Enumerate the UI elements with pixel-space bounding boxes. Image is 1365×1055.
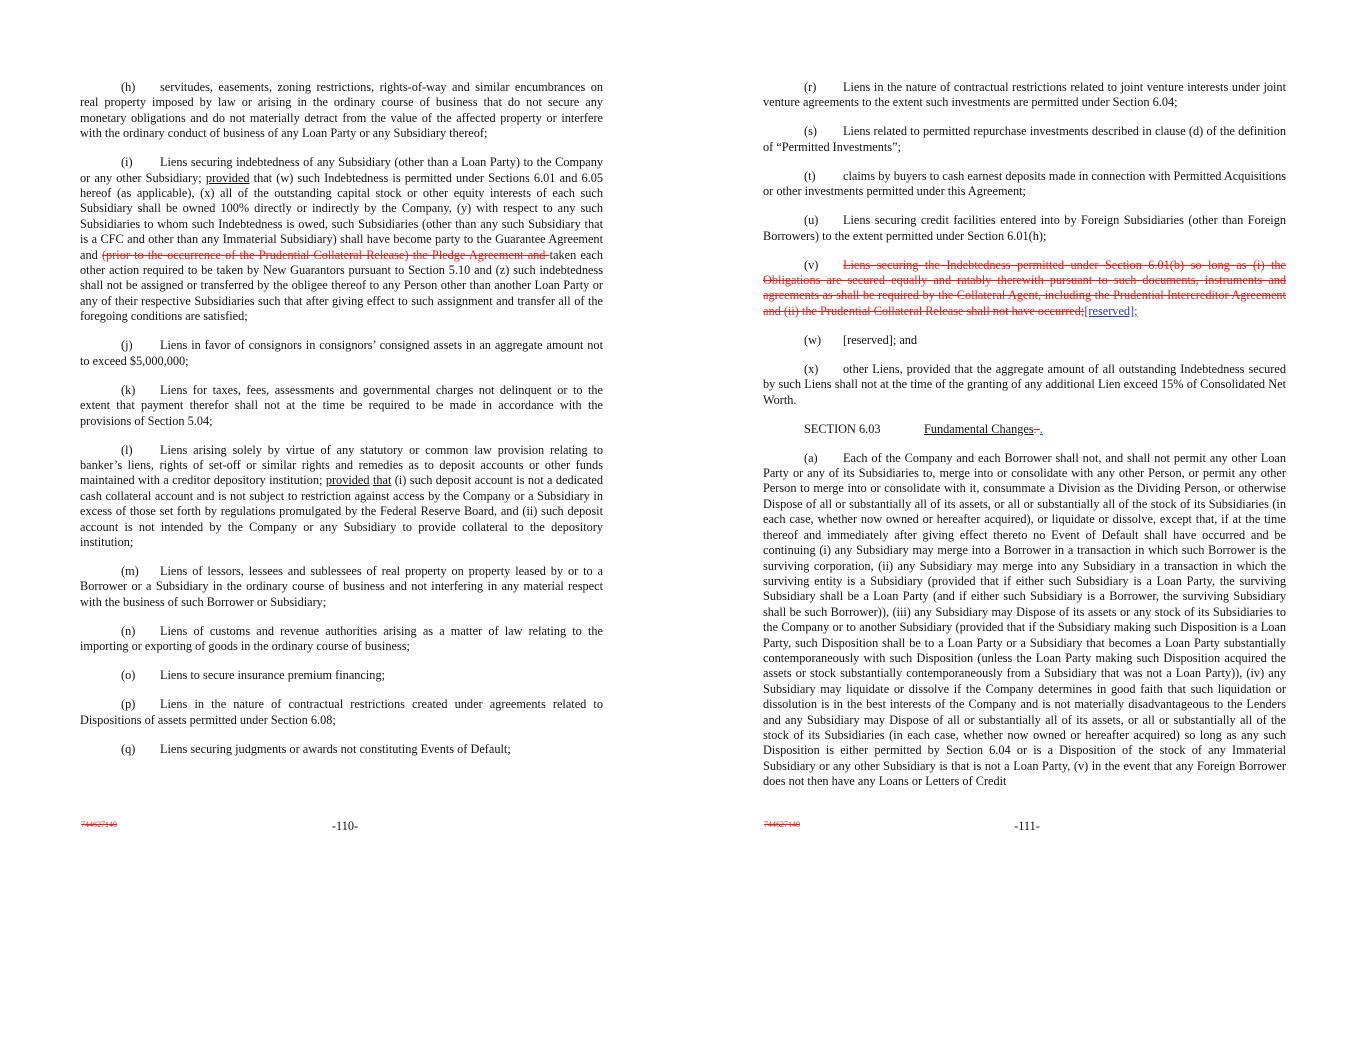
clause-paragraph xyxy=(80,80,603,142)
left-footer-doc-id: 744627140 xyxy=(81,820,117,829)
clause-label: (m) xyxy=(121,563,139,578)
clause-text: other Liens, provided that the aggregate amount of all outstanding Indebtedness secured by such Liens shall not at the time of the granting of any additional Lien exceed 15% of Consolidated Net Worth. xyxy=(763,361,1286,407)
left-page-paragraphs xyxy=(80,80,603,757)
clause-paragraph xyxy=(763,362,1286,408)
clause-text: Liens for taxes, fees, assessments and governmental charges not delinquent or to the extent that payment therefor shall not at the time be required to be made in accordance with the provisions of Section 5.04; xyxy=(80,382,603,428)
clause-paragraph xyxy=(763,124,1286,155)
clause-paragraph xyxy=(80,155,603,324)
clause-paragraph xyxy=(80,338,603,369)
clause-label: (h) xyxy=(121,80,136,94)
clause-text: Liens securing judgments or awards not constituting Events of Default; xyxy=(160,741,511,756)
clause-text: Liens of customs and revenue authorities arising as a matter of law relating to the importing or exporting of goods in the ordinary course of business; xyxy=(80,623,603,654)
left-page-number: -110- xyxy=(331,819,359,833)
clause-paragraph xyxy=(80,742,603,757)
clause-text: that (w) such Indebtedness is permitted under Sections 6.01 and 6.05 hereof (as applicable), (x) all of the outstanding capital stock or other equity interests of each such Subsidiary shall be owned 100% directly or indirectly by the Company, (y) with respect to any such Subsidiaries to whom such Indebtedness is owed, such Subsidiaries (other than any such Subsidiary that is a CFC and other than any Immaterial Subsidiary) shall have become party to the Guarantee Agreement and xyxy=(80,170,603,262)
clause-text: Liens securing credit facilities entered into by Foreign Subsidiaries (other than Foreign Borrowers) to the extent permitted under Section 6.01(h); xyxy=(763,213,1286,243)
right-page-paragraphs-after xyxy=(763,451,1286,790)
clause-paragraph xyxy=(80,668,603,683)
clause-paragraph xyxy=(763,80,1286,111)
underlined-text: provided xyxy=(325,473,370,488)
clause-paragraph xyxy=(763,451,1286,790)
right-page-paragraphs-before xyxy=(763,80,1286,408)
clause-paragraph xyxy=(763,258,1286,320)
section-title-deleted-punctuation: . xyxy=(1033,421,1040,436)
underlined-text: that xyxy=(372,473,392,488)
clause-label: (q) xyxy=(121,741,136,756)
clause-label: (k) xyxy=(121,382,136,397)
clause-text: (i) such deposit account is not a dedicated cash collateral account and is not subject to restriction against access by the Company or a Subsidiary in excess of those set forth by regulations promulgated by the Federal Reserve Board, and (ii) such deposit account is not intended by the Company or any Subsidiary to provide collateral to the depository institution; xyxy=(80,473,603,549)
clause-label: (v) xyxy=(804,257,819,272)
clause-label: (o) xyxy=(121,668,136,683)
clause-label: (i) xyxy=(121,155,133,170)
deleted-text: (prior to the occurrence of the Prudential Collateral Release) the Pledge Agreement and xyxy=(101,247,550,262)
clause-label: (u) xyxy=(804,213,819,228)
clause-paragraph xyxy=(763,333,1286,348)
clause-text: servitudes, easements, zoning restrictions, rights-of-way and similar encumbrances on real property imposed by law or arising in the ordinary course of business that do not secure any monetary obligations and do not materially detract from the value of the affected property or interfere with the ordinary conduct of business of any Loan Party or any Subsidiary thereof; xyxy=(80,80,603,141)
clause-label: (n) xyxy=(121,623,136,638)
clause-paragraph xyxy=(80,383,603,429)
clause-label: (w) xyxy=(804,332,822,347)
inserted-text: [reserved]; xyxy=(1084,303,1138,318)
section-title-inserted-punctuation: . xyxy=(1039,421,1043,436)
clause-text: claims by buyers to cash earnest deposits made in connection with Permitted Acquisitions or other investments permitted under this Agreement; xyxy=(763,168,1286,199)
clause-label: (x) xyxy=(804,361,819,376)
clause-label: (p) xyxy=(121,697,136,712)
clause-paragraph xyxy=(80,443,603,551)
section-number: SECTION 6.03 xyxy=(804,421,881,436)
clause-label: (r) xyxy=(804,80,817,94)
clause-text: Liens to secure insurance premium financing; xyxy=(160,668,386,683)
clause-paragraph xyxy=(80,564,603,610)
clause-paragraph xyxy=(80,697,603,728)
clause-text: taken each other action required to be taken by New Guarantors pursuant to Section 5.10 and (z) such indebtedness shall not be assigned or transferred by the obligee thereof to any Person other than another Loan Party or any of their respective Subsidiaries such that after giving effect to such assignment and transfer all of the foregoing conditions are satisfied; xyxy=(80,247,603,324)
clause-text: Liens in the nature of contractual restrictions related to joint venture interests under joint venture agreements to the extent such investments are permitted under Section 6.04; xyxy=(763,80,1286,110)
clause-label: (a) xyxy=(804,450,818,465)
clause-paragraph xyxy=(80,624,603,655)
clause-paragraph xyxy=(763,213,1286,244)
section-title: Fundamental Changes xyxy=(924,421,1034,436)
clause-label: (s) xyxy=(804,124,817,139)
clause-paragraph xyxy=(763,169,1286,200)
clause-text: Liens in the nature of contractual restrictions created under agreements related to Dispositions of assets permitted under Section 6.08; xyxy=(80,697,603,727)
clause-label: (l) xyxy=(121,442,133,457)
right-page-number: -111- xyxy=(1014,819,1040,833)
right-footer-doc-id: 744627140 xyxy=(764,820,800,829)
clause-text: Liens securing indebtedness of any Subsidiary (other than a Loan Party) to the Company or any other Subsidiary; xyxy=(80,155,603,185)
right-page xyxy=(763,80,1286,803)
clause-label: (t) xyxy=(804,168,816,183)
clause-text: Liens arising solely by virtue of any statutory or common law provision relating to banker’s liens, rights of set-off or similar rights and remedies as to deposit accounts or other funds maintained with a creditor depository institution; xyxy=(80,442,603,488)
underlined-text: provided xyxy=(205,170,250,185)
clause-label: (j) xyxy=(121,338,133,353)
section-heading xyxy=(763,422,1286,437)
left-page xyxy=(80,80,603,771)
clause-text: [reserved]; and xyxy=(843,332,918,347)
clause-text: Liens in favor of consignors in consignors’ consigned assets in an aggregate amount not to exceed $5,000,000; xyxy=(80,338,603,368)
clause-text: Each of the Company and each Borrower shall not, and shall not permit any other Loan Party or any of its Subsidiaries to, merge into or consolidate with any other Person, or permit any other Person to merge into or consolidate with it, consummate a Division as the Dividing Person, or otherwise Dispose of all or substantially all of its assets, or all or substantially all of the stock of its Subsidiaries (in each case, whether now owned or hereafter acquired), or liquidate or dissolve, except that, if at the time thereof and immediately after giving effect thereto no Event of Default shall have occurred and be continuing (i) any Subsidiary may merge into a Borrower in a transaction in which such Borrower is the surviving corporation, (ii) any Subsidiary may merge into any Subsidiary in a transaction in which the surviving entity is a Subsidiary (provided that if either such Subsidiary is a Loan Party, the surviving Subsidiary shall be a Loan Party (and if either such Subsidiary is a Borrower, the surviving Subsidiary shall be such Borrower)), (iii) any Subsidiary may Dispose of its assets or any stock of its Subsidiaries to the Company or to another Subsidiary (provided that if the Subsidiary making such Disposition is a Loan Party, such Disposition shall be to a Loan Party or a Subsidiary that becomes a Loan Party substantially contemporaneously with such Disposition (unless the Loan Party making such Disposition acquired the assets or stock substantially contemporaneously from a Subsidiary that was not a Loan Party)), (iv) any Subsidiary may liquidate or dissolve if the Company determines in good faith that such liquidation or dissolution is in the best interests of the Company and is not materially disadvantageous to the Lenders and any Subsidiary may Dispose of all or substantially all of its assets, or all or substantially all of the stock of its Subsidiaries (in each case, whether now owned or hereafter acquired) so long as any such Disposition is either permitted by Section 6.04 or is a Disposition of the stock of any Immaterial Subsidiary or any other Subsidiary is that is not a Loan Party, (v) in the event that any Foreign Borrower does not then have any Loans or Letters of Credit xyxy=(763,450,1286,789)
clause-text: Liens of lessors, lessees and sublessees of real property on property leased by or to a Borrower or a Subsidiary in the ordinary course of business and not interfering in any material respect with the business of such Borrower or Subsidiary; xyxy=(80,563,603,609)
clause-text: Liens related to permitted repurchase investments described in clause (d) of the definition of “Permitted Investments”; xyxy=(763,124,1286,154)
deleted-text: Liens securing the Indebtedness permitted under Section 6.01(b) so long as (i) the Obligations are secured equally and ratably therewith pursuant to such documents, instruments and agreements as shall be required by the Collateral Agent, including the Prudential Intercreditor Agreement and (ii) the Prudential Collateral Release shall not have occurred; xyxy=(763,257,1286,318)
